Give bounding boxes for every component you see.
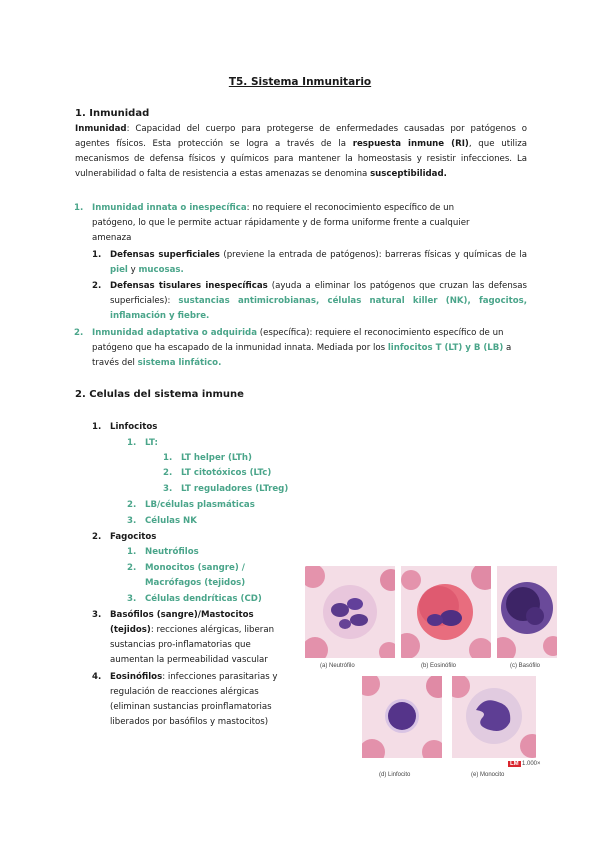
connector-text: y bbox=[127, 265, 139, 275]
section-heading-celulas: 2. Celulas del sistema inmune bbox=[75, 389, 244, 400]
linfocitos-label: Linfocitos bbox=[110, 422, 158, 432]
definition-bold-susceptibilidad: susceptibilidad. bbox=[370, 169, 447, 179]
eosinofilo-micrograph bbox=[401, 566, 491, 658]
basofilos-item bbox=[110, 608, 292, 668]
magnification-label: 1.000× bbox=[522, 761, 541, 767]
list-num-adaptativa: 2. bbox=[74, 328, 84, 338]
caption-neutrofilo: (a) Neutrófilo bbox=[320, 663, 355, 669]
list-num-dendriticas: 3. bbox=[127, 594, 137, 604]
lt-citotoxicos-label: LT citotóxicos (LTc) bbox=[181, 468, 272, 478]
defensas-tisulares-green: sustancias antimicrobianas, células natural killer (NK), fagocitos, inflamación y fiebre. bbox=[110, 296, 528, 321]
defensas-superficiales-item bbox=[110, 248, 527, 278]
adaptativa-paragraph bbox=[92, 326, 522, 371]
eosinofilos-text: : infecciones parasitarias y regulación de reacciones alérgicas (eliminan sustancias proinflamatorias liberados por basófilos y mastocitos) bbox=[110, 672, 278, 727]
section-heading-inmunidad: 1. Inmunidad bbox=[75, 108, 150, 119]
page-title: T5. Sistema Inmunitario bbox=[228, 76, 372, 88]
list-num-lt-citotoxicos: 2. bbox=[163, 468, 173, 478]
caption-monocito: (e) Monocito bbox=[471, 772, 505, 778]
connector-text: a través del bbox=[92, 343, 512, 368]
basofilos-text: recciones alérgicas, liberan sustancias pro-inflamatorias que aumentan la permeabilidad vascular bbox=[110, 625, 275, 665]
fagocitos-label: Fagocitos bbox=[110, 532, 157, 542]
basofilo-micrograph bbox=[497, 566, 557, 658]
basofilos-colon: : bbox=[150, 625, 154, 635]
lt-label: LT: bbox=[145, 438, 158, 448]
list-num-nk: 3. bbox=[127, 516, 137, 526]
list-num-innata: 1. bbox=[74, 203, 84, 213]
definition-paragraph bbox=[75, 122, 527, 182]
neutrofilos-label: Neutrófilos bbox=[145, 547, 199, 557]
definition-text-1: : Capacidad del cuerpo para protegerse de enfermedades causadas por patógenos o agentes físicos. Esta protección se logra a través de la bbox=[75, 124, 527, 149]
lb-label: LB/células plasmáticas bbox=[145, 500, 255, 510]
adaptativa-label: Inmunidad adaptativa o adquirida bbox=[92, 328, 257, 338]
caption-linfocito: (d) Linfocito bbox=[379, 772, 411, 778]
list-num-basofilos: 3. bbox=[92, 610, 102, 620]
lt-helper-label: LT helper (LTh) bbox=[181, 453, 252, 463]
list-num-lt-reguladores: 3. bbox=[163, 484, 173, 494]
list-num-defensas-superficiales: 1. bbox=[92, 250, 102, 260]
definition-term: Inmunidad bbox=[75, 124, 127, 134]
sistema-linfatico-term: sistema linfático. bbox=[137, 358, 222, 368]
defensas-tisulares-label: Defensas tisulares inespecíficas bbox=[110, 281, 268, 291]
linfocito-micrograph bbox=[362, 676, 442, 758]
lm-badge: LM bbox=[510, 761, 519, 767]
nk-label: Células NK bbox=[145, 516, 197, 526]
list-num-eosinofilos: 4. bbox=[92, 672, 102, 682]
caption-eosinofilo: (b) Eosinófilo bbox=[421, 663, 457, 669]
innata-text: : no requiere el reconocimiento específico de un patógeno, lo que le permite actuar rápidamente y de forma uniforme frente a cualquier amenaza bbox=[92, 203, 470, 243]
piel-term: piel bbox=[110, 265, 128, 275]
linfocitos-tb-term: linfocitos T (LT) y B (LB) bbox=[387, 343, 504, 353]
defensas-tisulares-text: (ayuda a eliminar los patógenos que cruzan las defensas superficiales): bbox=[110, 281, 527, 306]
innata-paragraph bbox=[92, 201, 472, 246]
list-num-defensas-tisulares: 2. bbox=[92, 281, 102, 291]
dendriticas-label: Células dendríticas (CD) bbox=[145, 594, 262, 604]
adaptativa-text: (específica): requiere el reconocimiento específico de un patógeno que ha escapado de la inmunidad innata. Mediada por los bbox=[92, 328, 504, 353]
neutrofilo-micrograph bbox=[305, 566, 395, 658]
caption-basofilo: (c) Basófilo bbox=[510, 663, 541, 669]
eosinofilos-label: Eosinófilos bbox=[110, 672, 163, 682]
list-num-lt-helper: 1. bbox=[163, 453, 173, 463]
defensas-superficiales-label: Defensas superficiales bbox=[110, 250, 220, 260]
list-num-neutrofilos: 1. bbox=[127, 547, 137, 557]
monocito-micrograph bbox=[452, 676, 536, 758]
basofilos-label: Basófilos (sangre)/Mastocitos (tejidos) bbox=[110, 610, 254, 635]
monocitos-label: Monocitos (sangre) / bbox=[145, 563, 245, 573]
eosinofilos-item bbox=[110, 670, 286, 730]
defensas-tisulares-item bbox=[110, 279, 527, 324]
definition-text-2: , que utiliza mecanismos de defensa físicos y químicos para mantener la homeostasis y resistir infecciones. La vulnerabilidad o falta de resistencia a estas amenazas se denomina bbox=[75, 139, 528, 179]
list-num-lt: 1. bbox=[127, 438, 137, 448]
mucosas-term: mucosas. bbox=[138, 265, 184, 275]
list-num-fagocitos: 2. bbox=[92, 532, 102, 542]
lt-reguladores-label: LT reguladores (LTreg) bbox=[181, 484, 289, 494]
innata-label: Inmunidad innata o inespecífica bbox=[92, 203, 247, 213]
list-num-monocitos: 2. bbox=[127, 563, 137, 573]
definition-bold-ri: respuesta inmune (RI) bbox=[352, 139, 469, 149]
list-num-linfocitos: 1. bbox=[92, 422, 102, 432]
macrofagos-label: Macrófagos (tejidos) bbox=[145, 578, 246, 588]
defensas-superficiales-text: (previene la entrada de patógenos): barreras físicas y químicas de la bbox=[219, 250, 528, 260]
list-num-lb: 2. bbox=[127, 500, 137, 510]
